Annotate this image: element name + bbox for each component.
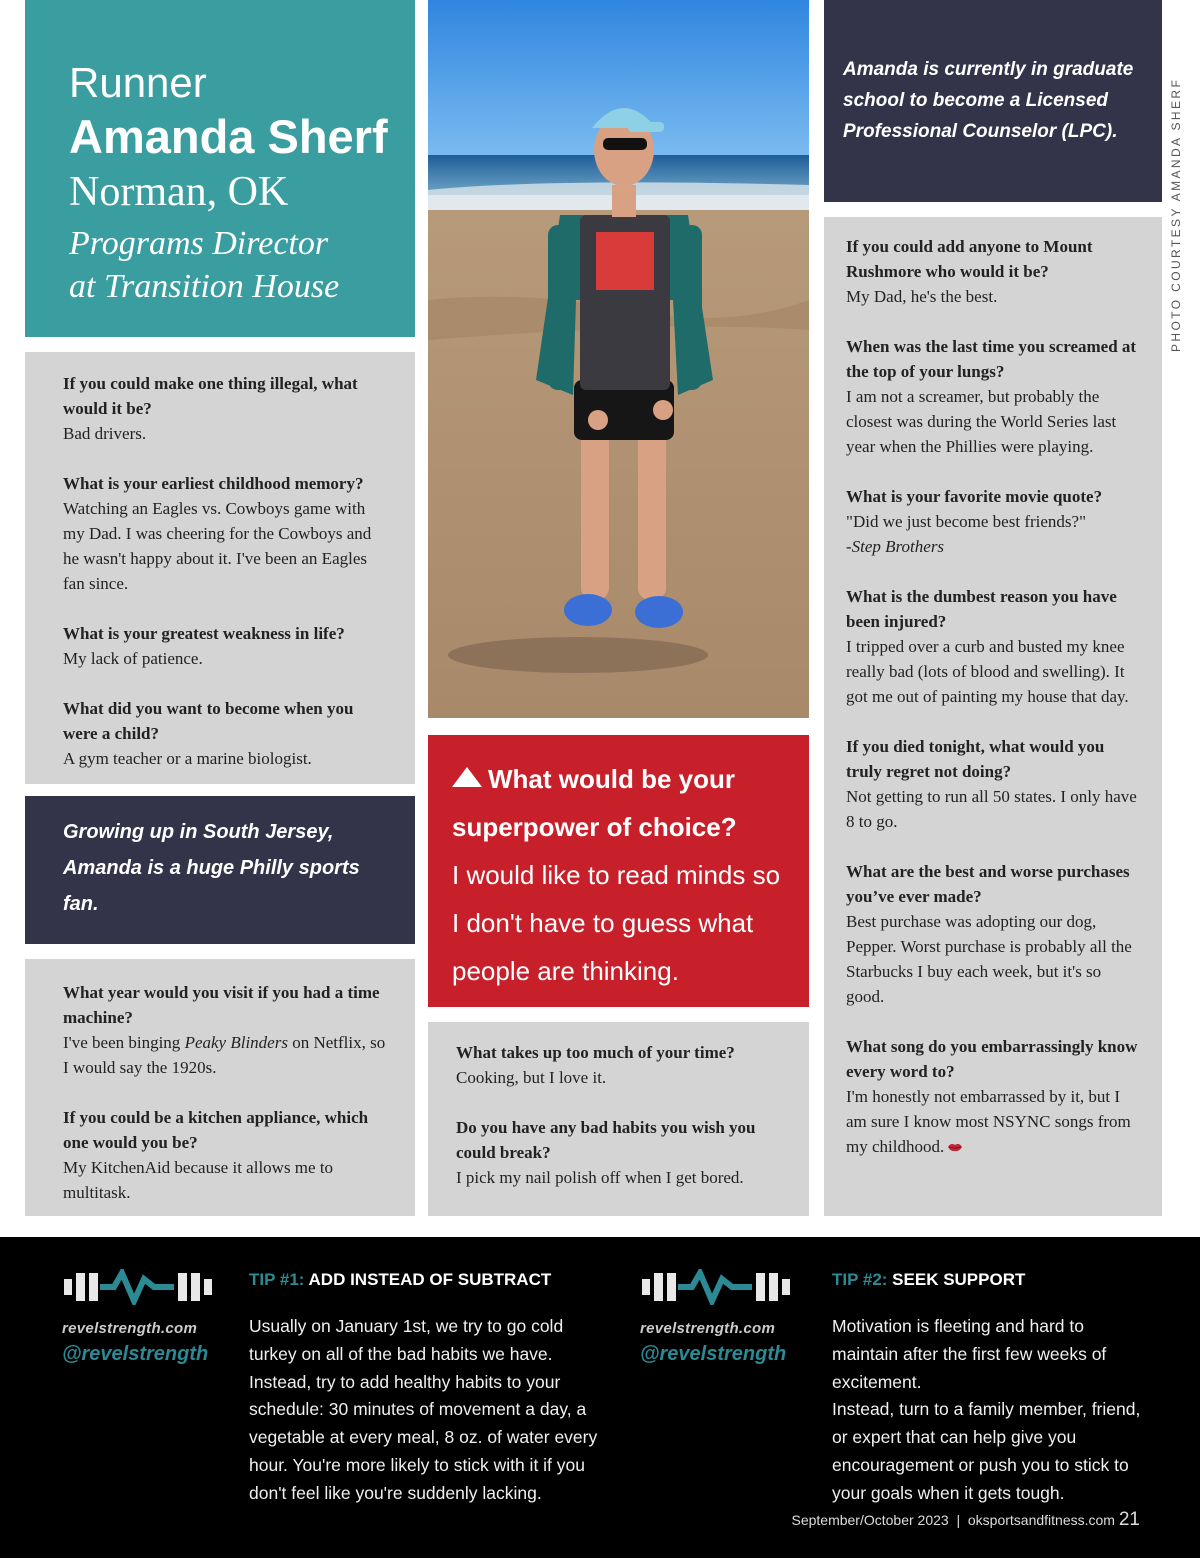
qa-question: What takes up too much of your time? <box>456 1043 735 1062</box>
qa-answer: I'm honestly not embarrassed by it, but I am sure I know most NSYNC songs from my childhood. <box>846 1087 1131 1156</box>
qa-answer: Not getting to run all 50 states. I only have 8 to go. <box>846 787 1137 831</box>
barbell-pulse-icon <box>62 1269 214 1305</box>
qa-question: What is your earliest childhood memory? <box>63 474 364 493</box>
qa-question: What is your greatest weakness in life? <box>63 624 345 643</box>
profile-name: Amanda Sherf <box>69 110 388 163</box>
qa-question: If you could make one thing illegal, what would it be? <box>63 374 358 418</box>
qa-question: What is your favorite movie quote? <box>846 487 1103 506</box>
superpower-callout <box>428 735 809 1007</box>
profile-city: Norman, OK <box>69 169 289 215</box>
qa-item <box>63 471 391 596</box>
qa-item <box>63 696 391 771</box>
qa-answer: A gym teacher or a marine biologist. <box>63 749 312 768</box>
qa-question: What year would you visit if you had a time machine? <box>63 983 380 1027</box>
qa-block-middle <box>428 1022 809 1216</box>
qa-answer: I've been binging Peaky Blinders on Netflix, so I would say the 1920s. <box>63 1033 386 1077</box>
qa-item <box>63 980 391 1080</box>
photo-credit: PHOTO COURTESY AMANDA SHERF <box>1169 77 1183 352</box>
qa-question: What song do you embarrassingly know every word to? <box>846 1037 1138 1081</box>
logo-site: revelstrength.com <box>62 1320 198 1337</box>
pull-quote-left <box>25 796 415 944</box>
barbell-pulse-icon <box>640 1269 792 1305</box>
qa-answer: Best purchase was adopting our dog, Pepper. Worst purchase is probably all the Starbucks I buy each week, but it's so good. <box>846 912 1132 1006</box>
qa-item <box>63 621 391 671</box>
tip-body: Usually on January 1st, we try to go cold turkey on all of the bad habits we have. Instead, try to add healthy habits to your schedule: 30 minutes of movement a day, a vegetable at every meal, 8 oz. of water every hour. You're more likely to stick with it if you don't feel like you're suddenly lacking. <box>249 1316 598 1503</box>
qa-question: When was the last time you screamed at the top of your lungs? <box>846 337 1137 381</box>
qa-block-left-top <box>25 352 415 784</box>
profile-header <box>25 0 415 337</box>
qa-answer: I tripped over a curb and busted my knee really bad (lots of blood and swelling). It got me out of painting my house that day. <box>846 637 1129 706</box>
pull-quote-right <box>824 0 1162 202</box>
qa-item <box>846 1034 1142 1159</box>
kiss-lips-icon <box>947 1135 963 1147</box>
pull-quote-text: Amanda is currently in graduate school to become a Licensed Professional Counselor (LPC). <box>843 59 1134 142</box>
qa-block-right <box>824 217 1162 1216</box>
tip-title: TIP #1: ADD INSTEAD OF SUBTRACT <box>249 1270 552 1289</box>
logo-handle: @revelstrength <box>62 1343 209 1365</box>
qa-answer: "Did we just become best friends?" <box>846 512 1087 531</box>
qa-answer: My KitchenAid because it allows me to multitask. <box>63 1158 334 1202</box>
qa-item <box>456 1040 789 1090</box>
qa-answer: I am not a screamer, but probably the closest was during the World Series last year when the Phillies were playing. <box>846 387 1117 456</box>
qa-question: What are the best and worse purchases you’ve ever made? <box>846 862 1130 906</box>
tip-2 <box>832 1269 1152 1508</box>
qa-item <box>846 484 1142 559</box>
runner-photo <box>428 0 809 718</box>
qa-item <box>846 334 1142 459</box>
qa-answer: Watching an Eagles vs. Cowboys game with my Dad. I was cheering for the Cowboys and he wasn't happy about it. I've been an Eagles fan since. <box>63 499 372 593</box>
qa-item <box>846 859 1142 1009</box>
qa-item <box>846 234 1142 309</box>
pull-quote-text: Growing up in South Jersey, Amanda is a huge Philly sports fan. <box>63 821 360 915</box>
qa-item <box>456 1115 789 1190</box>
qa-question: If you could add anyone to Mount Rushmore who would it be? <box>846 237 1093 281</box>
qa-answer: My lack of patience. <box>63 649 203 668</box>
superpower-question: What would be your superpower of choice? <box>452 764 737 842</box>
profile-job: Programs Director at Transition House <box>69 225 340 305</box>
qa-answer: My Dad, he's the best. <box>846 287 998 306</box>
qa-question: Do you have any bad habits you wish you could break? <box>456 1118 756 1162</box>
qa-item <box>63 1105 391 1205</box>
qa-item <box>846 734 1142 834</box>
qa-answer: I pick my nail polish off when I get bored. <box>456 1168 744 1187</box>
qa-question: What did you want to become when you were a child? <box>63 699 354 743</box>
footer-tips-band <box>0 1237 1200 1558</box>
logo-site: revelstrength.com <box>640 1320 776 1337</box>
profile-role: Runner <box>69 59 207 106</box>
revelstrength-logo-1 <box>62 1269 214 1366</box>
tip-1 <box>249 1269 609 1508</box>
tip-body: Motivation is fleeting and hard to maintain after the first few weeks of excitement. Instead, turn to a family member, friend, or expert that can help give you encouragement or push you to stick to your goals when it gets tough. <box>832 1316 1141 1503</box>
triangle-up-icon <box>452 767 482 787</box>
qa-block-left-bottom <box>25 959 415 1216</box>
qa-answer: Bad drivers. <box>63 424 147 443</box>
qa-answer: Cooking, but I love it. <box>456 1068 607 1087</box>
logo-handle: @revelstrength <box>640 1343 787 1365</box>
qa-question: If you could be a kitchen appliance, which one would you be? <box>63 1108 369 1152</box>
folio-text: September/October 2023 | oksportsandfitness.com <box>791 1512 1115 1528</box>
show-title: Peaky Blinders <box>184 1033 288 1052</box>
page-number: 21 <box>1118 1509 1140 1530</box>
qa-question: If you died tonight, what would you truly regret not doing? <box>846 737 1105 781</box>
revelstrength-logo-2 <box>640 1269 792 1366</box>
movie-source: -Step Brothers <box>846 537 945 556</box>
qa-item <box>63 371 391 446</box>
page-folio <box>791 1509 1140 1531</box>
qa-question: What is the dumbest reason you have been injured? <box>846 587 1117 631</box>
superpower-answer: I would like to read minds so I don't have to guess what people are thinking. <box>452 860 781 986</box>
tip-title: TIP #2: SEEK SUPPORT <box>832 1270 1026 1289</box>
qa-item <box>846 584 1142 709</box>
